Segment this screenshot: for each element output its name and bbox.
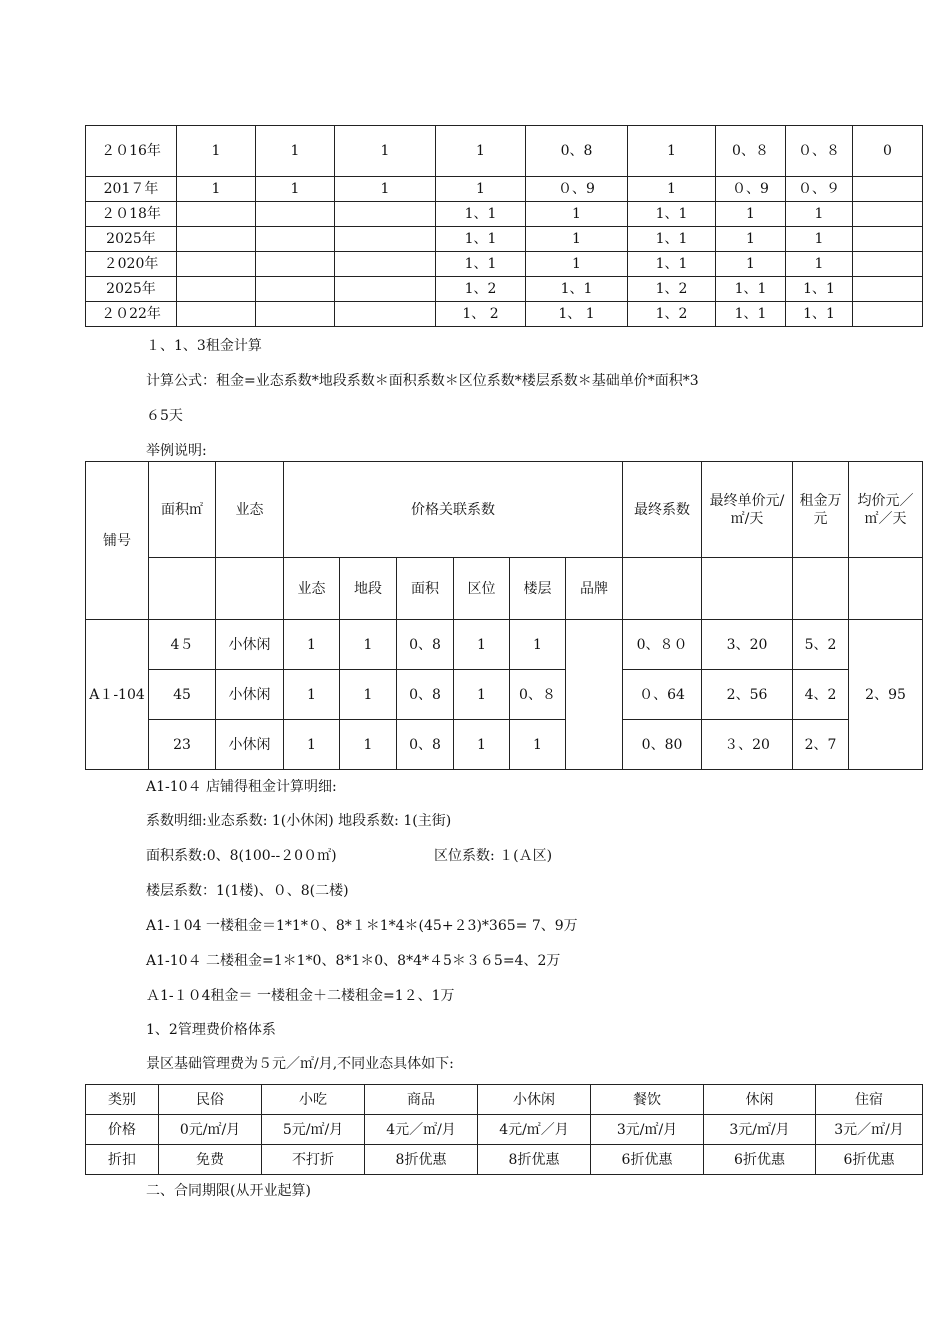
- coefficient-cell: [853, 177, 923, 202]
- fee-row-label: 折扣: [86, 1145, 159, 1175]
- coefficient-cell: [335, 302, 436, 327]
- row3-rent: 2、7: [793, 720, 849, 770]
- coefficient-cell: [256, 302, 335, 327]
- fee-cell: 3元/㎡/月: [591, 1115, 704, 1145]
- header-final-price: 最终单价元/㎡/天: [702, 462, 793, 558]
- coefficient-cell: [335, 227, 436, 252]
- coefficient-cell: 0、8: [526, 126, 628, 177]
- coefficient-cell: [853, 252, 923, 277]
- details-line-4: A1-１04 一楼租金＝1*1*０、8*１＊1*4＊(45+２3)*365= 7、9万: [146, 918, 578, 934]
- coefficient-year-row: [86, 126, 923, 177]
- coefficient-cell: 1、2: [436, 277, 526, 302]
- coefficient-cell: 0、８: [716, 126, 786, 177]
- row3-coef-floor: 1: [510, 720, 566, 770]
- year-cell: ２020年: [86, 252, 177, 277]
- row2-final-coef: ０、64: [623, 670, 702, 720]
- management-fee-body: [86, 1085, 923, 1175]
- coefficient-cell: 1、2: [628, 277, 716, 302]
- coefficient-cell: ０、８: [786, 126, 853, 177]
- coefficient-year-row: [86, 277, 923, 302]
- coefficient-cell: 1: [436, 126, 526, 177]
- fee-cell: 6折优惠: [591, 1145, 704, 1175]
- coefficient-cell: ０、９: [786, 177, 853, 202]
- contract-term-heading: 二、合同期限(从开业起算): [146, 1183, 311, 1199]
- coefficient-cell: 1: [256, 177, 335, 202]
- coefficient-cell: 1、1: [526, 277, 628, 302]
- row1-final-coef: 0、８０: [623, 620, 702, 670]
- sub-header-area: 面积: [397, 558, 454, 620]
- row3-area: 23: [149, 720, 216, 770]
- fee-cell: 8折优惠: [478, 1145, 591, 1175]
- coefficient-cell: [335, 277, 436, 302]
- coefficient-cell: 1、1: [786, 302, 853, 327]
- sub-header-location: 地段: [340, 558, 397, 620]
- fee-cell: 6折优惠: [816, 1145, 923, 1175]
- year-cell: 201７年: [86, 177, 177, 202]
- row2-final-price: 2、56: [702, 670, 793, 720]
- row3-coef-format: 1: [284, 720, 340, 770]
- coefficient-cell: [177, 277, 256, 302]
- row1-coef-area: 0、8: [397, 620, 454, 670]
- row1-area: 4５: [149, 620, 216, 670]
- fee-cell: 4元／㎡/月: [365, 1115, 478, 1145]
- row1-coef-format: 1: [284, 620, 340, 670]
- sub-header-floor: 楼层: [510, 558, 566, 620]
- year-cell: ２０18年: [86, 202, 177, 227]
- fee-cell: 商品: [365, 1085, 478, 1115]
- row2-coef-location: 1: [340, 670, 397, 720]
- row1-final-price: 3、20: [702, 620, 793, 670]
- brand-cell: [566, 620, 623, 770]
- coefficient-cell: 1: [716, 252, 786, 277]
- section-heading-mgmt-fee: 1、2管理费价格体系: [146, 1022, 276, 1038]
- header-area: 面积㎡: [149, 462, 216, 558]
- fee-row-label: 价格: [86, 1115, 159, 1145]
- year-cell: ２０22年: [86, 302, 177, 327]
- coefficient-year-row: [86, 227, 923, 252]
- example-label: 举例说明:: [146, 443, 207, 459]
- coefficient-cell: [853, 302, 923, 327]
- blank-cell: [149, 558, 216, 620]
- fee-row: [86, 1085, 923, 1115]
- header-format: 业态: [216, 462, 284, 558]
- coefficient-cell: 1、1: [628, 202, 716, 227]
- coefficient-cell: 1: [526, 202, 628, 227]
- row2-rent: 4、2: [793, 670, 849, 720]
- coefficient-cell: 1: [786, 202, 853, 227]
- coefficient-cell: [335, 252, 436, 277]
- coefficient-cell: [177, 252, 256, 277]
- coefficient-cell: 1: [628, 177, 716, 202]
- coefficient-cell: [853, 277, 923, 302]
- coefficient-cell: [256, 252, 335, 277]
- coefficient-cell: [177, 302, 256, 327]
- row3-coef-location: 1: [340, 720, 397, 770]
- details-line-6: Ａ1-１０4租金＝ 一楼租金＋二楼租金=1２、1万: [146, 988, 455, 1004]
- coefficient-cell: [256, 202, 335, 227]
- row1-coef-location: 1: [340, 620, 397, 670]
- coefficient-cell: [177, 202, 256, 227]
- header-rent: 租金万元: [793, 462, 849, 558]
- row2-coef-format: 1: [284, 670, 340, 720]
- row3-final-price: ３、20: [702, 720, 793, 770]
- details-title: A1-10４ 店铺得租金计算明细:: [146, 779, 337, 795]
- year-cell: ２０16年: [86, 126, 177, 177]
- blank-cell: [216, 558, 284, 620]
- row2-coef-zone: 1: [454, 670, 510, 720]
- fee-cell: 免费: [159, 1145, 262, 1175]
- row1-coef-zone: 1: [454, 620, 510, 670]
- header-avg-price: 均价元／㎡／天: [849, 462, 923, 558]
- fee-cell: 3元／㎡/月: [816, 1115, 923, 1145]
- row3-format: 小休闲: [216, 720, 284, 770]
- coefficient-cell: ０、9: [526, 177, 628, 202]
- header-price-coef-group: 价格关联系数: [284, 462, 623, 558]
- row1-coef-floor: 1: [510, 620, 566, 670]
- coefficient-cell: ０、9: [716, 177, 786, 202]
- avg-price-cell: 2、95: [849, 620, 923, 770]
- fee-cell: 住宿: [816, 1085, 923, 1115]
- coefficient-cell: 1、 1: [526, 302, 628, 327]
- header-final-coef: 最终系数: [623, 462, 702, 558]
- coefficient-cell: [256, 227, 335, 252]
- fee-cell: 4元/㎡／月: [478, 1115, 591, 1145]
- coefficient-cell: 1: [335, 177, 436, 202]
- coefficient-cell: [853, 202, 923, 227]
- details-line-3: 楼层系数：1(1楼)、０、8(二楼): [146, 883, 349, 899]
- coefficient-cell: 1、1: [716, 277, 786, 302]
- fee-row-label: 类别: [86, 1085, 159, 1115]
- coefficient-year-body: [86, 126, 923, 327]
- row2-coef-floor: 0、８: [510, 670, 566, 720]
- shop-no-cell: A１-104: [86, 620, 149, 770]
- coefficient-year-row: [86, 252, 923, 277]
- coefficient-cell: [853, 227, 923, 252]
- fee-cell: 不打折: [262, 1145, 365, 1175]
- coefficient-cell: 1: [335, 126, 436, 177]
- blank-cell: [849, 558, 923, 620]
- coefficient-cell: 1: [786, 252, 853, 277]
- fee-row: [86, 1115, 923, 1145]
- coefficient-year-row: [86, 302, 923, 327]
- coefficient-cell: 1、 2: [436, 302, 526, 327]
- coefficient-cell: 1、1: [436, 227, 526, 252]
- fee-cell: 小休闲: [478, 1085, 591, 1115]
- mgmt-fee-intro: 景区基础管理费为５元／㎡/月,不同业态具体如下:: [146, 1056, 454, 1072]
- coefficient-cell: [256, 277, 335, 302]
- details-line-2b: 区位系数: １(Ａ区): [434, 848, 553, 864]
- details-line-2a: 面积系数:0、8(100--２0０㎡): [146, 848, 337, 864]
- coefficient-cell: 1: [716, 227, 786, 252]
- coefficient-cell: 0: [853, 126, 923, 177]
- coefficient-cell: [335, 202, 436, 227]
- management-fee-table: [85, 1084, 923, 1175]
- fee-cell: 5元/㎡/月: [262, 1115, 365, 1145]
- year-cell: 2025年: [86, 277, 177, 302]
- fee-cell: 民俗: [159, 1085, 262, 1115]
- fee-cell: 8折优惠: [365, 1145, 478, 1175]
- year-cell: 2025年: [86, 227, 177, 252]
- details-line-1: 系数明细:业态系数: 1(小休闲) 地段系数: 1(主街): [146, 813, 452, 829]
- blank-cell: [702, 558, 793, 620]
- fee-cell: 小吃: [262, 1085, 365, 1115]
- formula-line-1: 计算公式：租金=业态系数*地段系数＊面积系数＊区位系数*楼层系数＊基础单价*面积*3: [146, 373, 699, 389]
- coefficient-cell: 1、1: [628, 252, 716, 277]
- coefficient-cell: 1: [256, 126, 335, 177]
- coefficient-cell: [177, 227, 256, 252]
- formula-line-2: ６5天: [146, 408, 183, 424]
- fee-cell: 休闲: [704, 1085, 816, 1115]
- coefficient-cell: 1: [436, 177, 526, 202]
- coefficient-cell: 1: [628, 126, 716, 177]
- fee-row: [86, 1145, 923, 1175]
- fee-cell: 0元/㎡/月: [159, 1115, 262, 1145]
- coefficient-cell: 1: [716, 202, 786, 227]
- coefficient-cell: 1、1: [786, 277, 853, 302]
- rent-example-table: [85, 461, 923, 770]
- coefficient-cell: 1、1: [628, 227, 716, 252]
- row2-format: 小休闲: [216, 670, 284, 720]
- row1-format: 小休闲: [216, 620, 284, 670]
- row2-area: 45: [149, 670, 216, 720]
- sub-header-brand: 品牌: [566, 558, 623, 620]
- row2-coef-area: 0、8: [397, 670, 454, 720]
- coefficient-cell: 1、1: [436, 252, 526, 277]
- coefficient-year-row: [86, 177, 923, 202]
- fee-cell: 6折优惠: [704, 1145, 816, 1175]
- coefficient-cell: 1、1: [716, 302, 786, 327]
- row1-rent: 5、2: [793, 620, 849, 670]
- coefficient-cell: 1: [526, 252, 628, 277]
- coefficient-cell: 1、1: [436, 202, 526, 227]
- coefficient-cell: 1、2: [628, 302, 716, 327]
- coefficient-cell: 1: [177, 177, 256, 202]
- row3-coef-area: 0、8: [397, 720, 454, 770]
- coefficient-year-table: [85, 125, 923, 327]
- details-line-5: A1-10４ 二楼租金=1＊1*0、8*1＊0、8*4*４5＊３６5=4、2万: [146, 953, 561, 969]
- fee-cell: 餐饮: [591, 1085, 704, 1115]
- coefficient-cell: 1: [786, 227, 853, 252]
- coefficient-year-row: [86, 202, 923, 227]
- row3-final-coef: 0、80: [623, 720, 702, 770]
- sub-header-format: 业态: [284, 558, 340, 620]
- coefficient-cell: 1: [177, 126, 256, 177]
- header-shop-no: 铺号: [86, 462, 149, 620]
- blank-cell: [793, 558, 849, 620]
- section-heading-rent-calc: １、1、3租金计算: [146, 338, 262, 354]
- sub-header-zone: 区位: [454, 558, 510, 620]
- blank-cell: [623, 558, 702, 620]
- fee-cell: 3元/㎡/月: [704, 1115, 816, 1145]
- row3-coef-zone: 1: [454, 720, 510, 770]
- coefficient-cell: 1: [526, 227, 628, 252]
